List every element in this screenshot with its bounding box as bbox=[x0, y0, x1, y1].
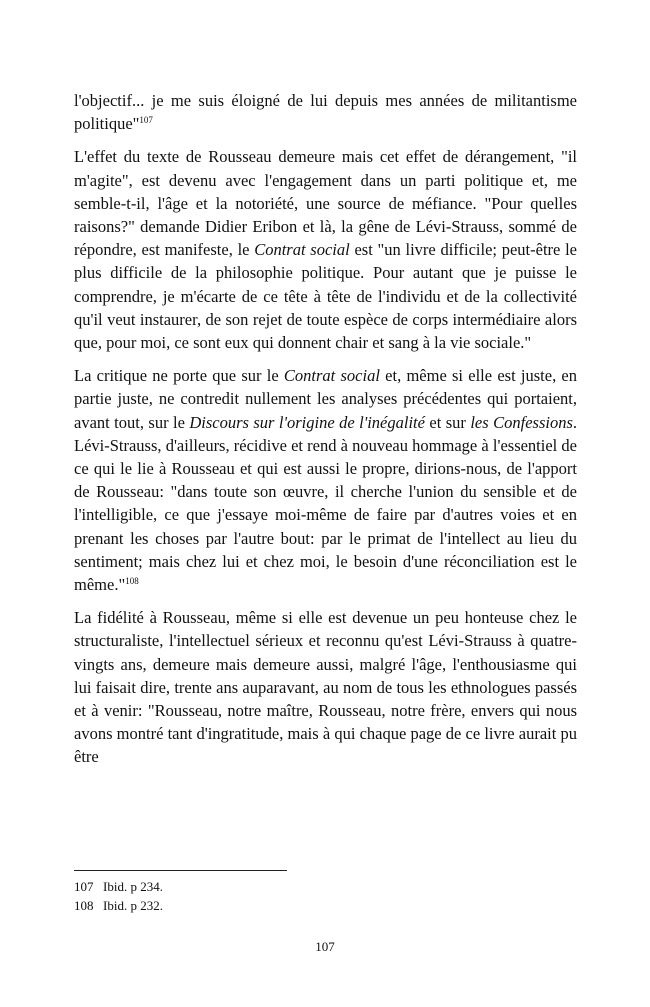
paragraph-4-text: La fidélité à Rousseau, même si elle est devenue un peu honteuse chez le structuraliste, l'intellectuel sérieux et reconnu qu'est Lévi-Strauss à quatre-vingts ans, demeure mais demeure aussi, malgré l'âge, l'enthousiasme qui lui faisait dire, trente ans auparavant, au nom de tous les ethnologues passés et à venir: "Rousseau, notre maître, Rousseau, notre frère, envers qui nous avons montré tant d'ingratitude, mais à qui chaque page de ce livre aurait pu être bbox=[74, 608, 577, 767]
paragraph-3-text-a: La critique ne porte que sur le bbox=[74, 366, 284, 386]
title-confessions: les Confessions bbox=[470, 412, 573, 432]
paragraph-1-text: l'objectif... je me suis éloigné de lui depuis mes années de militantisme politique" bbox=[74, 91, 577, 134]
footnotes bbox=[74, 877, 163, 915]
footnote-ref-108[interactable]: 108 bbox=[125, 576, 139, 587]
footnote-107 bbox=[74, 877, 163, 896]
title-contrat-social: Contrat social bbox=[254, 240, 350, 260]
footnote-text: Ibid. p 232. bbox=[103, 898, 163, 913]
paragraph-3 bbox=[74, 364, 577, 596]
footnote-number: 108 bbox=[74, 898, 94, 913]
paragraph-2 bbox=[74, 145, 577, 354]
footnote-text: Ibid. p 234. bbox=[103, 879, 163, 894]
footnote-108 bbox=[74, 896, 163, 915]
footnote-number: 107 bbox=[74, 879, 94, 894]
paragraph-3-text-c: et sur bbox=[424, 412, 471, 432]
paragraph-4 bbox=[74, 606, 577, 768]
paragraph-1 bbox=[74, 89, 577, 135]
footnote-ref-107[interactable]: 107 bbox=[139, 115, 153, 126]
title-contrat-social: Contrat social bbox=[283, 366, 380, 386]
footnote-divider bbox=[74, 870, 287, 871]
paragraph-3-text-b: et, même si elle est juste, en partie juste, ne contredit nullement les analyses précédentes qui portaient, avant tout, sur le bbox=[74, 366, 578, 432]
title-discours-inegalite: Discours sur l'origine de l'inégalité bbox=[189, 412, 425, 432]
paragraph-2-text-a: L'effet du texte de Rousseau demeure mais cet effet de dérangement, "il m'agite", est devenu avec l'engagement dans un parti politique et, me semble-t-il, l'âge et la notoriété, une source de méfiance. "Pour quelles raisons?" demande Didier Eribon et là, la gêne de Lévi-Strauss, sommé de répondre, est manifeste, le bbox=[74, 147, 577, 260]
body-text bbox=[74, 89, 577, 779]
paragraph-3-text-d: . Lévi-Strauss, d'ailleurs, récidive et rend à nouveau hommage à l'essentiel de ce qui le lie à Rousseau et qui est aussi le propre, dirions-nous, de l'apport de Rousseau: "dans toute son œuvre, il cherche l'union du sensible et de l'intelligible, ce que j'essaye moi-même de faire par d'autres voies et en prenant les choses par l'autre bout: par le primat de l'intellect au lieu du sentiment; mais chez lui et chez moi, le besoin d'une réconciliation est le même." bbox=[74, 412, 577, 595]
page-number: 107 bbox=[315, 939, 335, 954]
paragraph-2-text-b: est "un livre difficile; peut-être le plus difficile de la philosophie politique. Pour autant que je puisse le comprendre, je m'écarte de ce tête à tête de l'individu et de la collectivité qu'il veut instaurer, de son rejet de toute espèce de corps intermédiaire alors que, pour moi, ce sont eux qui donnent chair et sang à la vie sociale." bbox=[74, 240, 577, 353]
